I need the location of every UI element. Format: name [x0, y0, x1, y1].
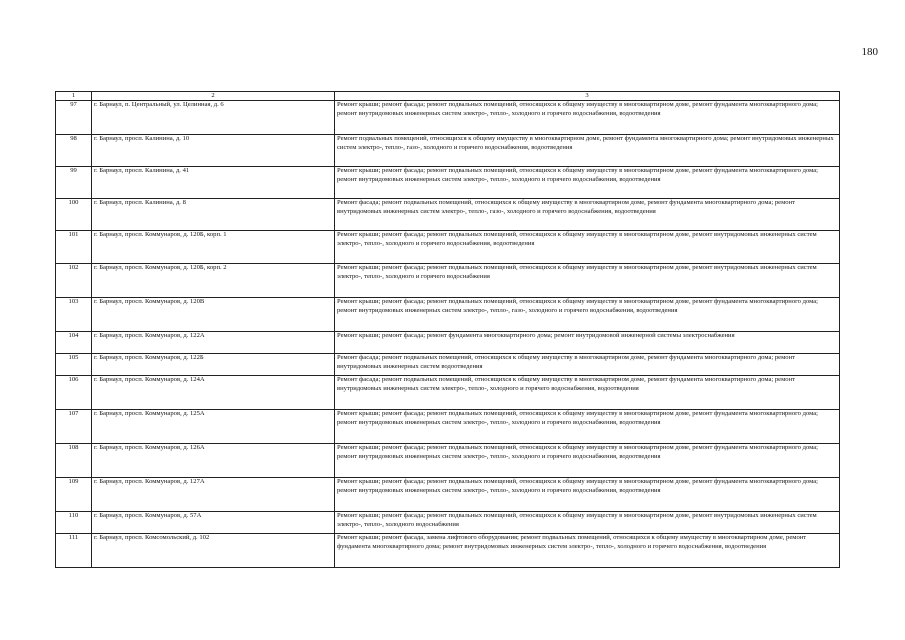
row-works: Ремонт крыши; ремонт фасада; ремонт подвальных помещений, относящихся к общему имуществу в многоквартирном доме, ремонт внутридомовых инженерных систем электро-, тепло-, холодного водоснабжения: [335, 512, 840, 534]
row-address: г. Барнаул, просп. Коммунаров, д. 127А: [92, 478, 335, 512]
row-address: г. Барнаул, просп. Калинина, д. 10: [92, 135, 335, 167]
row-works: Ремонт крыши; ремонт фасада; ремонт подвальных помещений, относящихся к общему имуществу в многоквартирном доме, ремонт внутридомовых инженерных систем электро-, тепло-, холодного и горячего водоснабжения: [335, 264, 840, 298]
repair-table: [55, 91, 840, 568]
table-row: [56, 264, 840, 298]
row-address: г. Барнаул, просп. Коммунаров, д. 124А: [92, 376, 335, 410]
row-address: г. Барнаул, просп. Коммунаров, д. 120В: [92, 298, 335, 332]
row-works: Ремонт крыши; ремонт фасада; ремонт подвальных помещений, относящихся к общему имуществу в многоквартирном доме, ремонт внутридомовых инженерных систем электро-, тепло-, холодного и горячего водоснабжения, водоотведения: [335, 231, 840, 264]
row-number: 101: [56, 231, 92, 264]
page-number: 180: [861, 46, 878, 58]
row-works: Ремонт крыши; ремонт фасада; ремонт подвальных помещений, относящихся к общему имуществу в многоквартирном доме, ремонт фундамента многоквартирного дома; ремонт внутридомовых инженерных систем электро-, тепло-, холодного и горячего водоснабжения, водоотведения: [335, 101, 840, 135]
table-row: [56, 478, 840, 512]
row-works: Ремонт фасада; ремонт подвальных помещений, относящихся к общему имуществу в многоквартирном доме, ремонт фундамента многоквартирного дома; ремонт внутридомовых инженерных систем водоотведения: [335, 354, 840, 376]
row-number: 106: [56, 376, 92, 410]
table-row: [56, 298, 840, 332]
table-row: [56, 167, 840, 199]
row-address: г. Барнаул, просп. Калинина, д. 41: [92, 167, 335, 199]
table-row: [56, 444, 840, 478]
row-number: 97: [56, 101, 92, 135]
row-address: г. Барнаул, просп. Калинина, д. 8: [92, 199, 335, 231]
row-number: 111: [56, 534, 92, 568]
row-number: 98: [56, 135, 92, 167]
row-works: Ремонт фасада; ремонт подвальных помещений, относящихся к общему имуществу в многоквартирном доме, ремонт фундамента многоквартирного дома; ремонт внутридомовых инженерных систем электро-, тепло-, холодного и горячего водоснабжения, водоотведения: [335, 376, 840, 410]
table-row: [56, 376, 840, 410]
col-header-3: 3: [335, 92, 840, 101]
row-address: г. Барнаул, просп. Коммунаров, д. 125А: [92, 410, 335, 444]
row-address: г. Барнаул, просп. Коммунаров, д. 122Б: [92, 354, 335, 376]
row-number: 110: [56, 512, 92, 534]
row-works: Ремонт крыши; ремонт фасада; ремонт подвальных помещений, относящихся к общему имуществу в многоквартирном доме, ремонт фундамента многоквартирного дома; ремонт внутридомовых инженерных систем электро-, тепло-, холодного и горячего водоснабжения, водоотведения: [335, 478, 840, 512]
table-row: [56, 332, 840, 354]
row-number: 100: [56, 199, 92, 231]
row-number: 107: [56, 410, 92, 444]
col-header-1: 1: [56, 92, 92, 101]
row-works: Ремонт подвальных помещений, относящихся к общему имуществу в многоквартирном доме, ремонт фундамента многоквартирного дома; ремонт внутридомовых инженерных систем электро-, тепло-, газо-, холодного и горячего водоснабжения, водоотведения: [335, 135, 840, 167]
table-row: [56, 354, 840, 376]
row-number: 103: [56, 298, 92, 332]
header-row: [56, 92, 840, 101]
row-number: 99: [56, 167, 92, 199]
row-address: г. Барнаул, просп. Комсомольский, д. 102: [92, 534, 335, 568]
row-number: 104: [56, 332, 92, 354]
table-row: [56, 101, 840, 135]
row-number: 109: [56, 478, 92, 512]
row-works: Ремонт крыши; ремонт фасада; ремонт подвальных помещений, относящихся к общему имуществу в многоквартирном доме, ремонт фундамента многоквартирного дома; ремонт внутридомовых инженерных систем электро-, тепло-, газо-, холодного и горячего водоснабжения, водоотведения: [335, 298, 840, 332]
row-works: Ремонт крыши; ремонт фасада; ремонт подвальных помещений, относящихся к общему имуществу в многоквартирном доме, ремонт фундамента многоквартирного дома; ремонт внутридомовых инженерных систем электро-, тепло-, холодного и горячего водоснабжения, водоотведения: [335, 410, 840, 444]
table-row: [56, 534, 840, 568]
row-works: Ремонт крыши; ремонт фасада, замена лифтового оборудования; ремонт подвальных помещений, относящихся к общему имуществу в многоквартирном доме, ремонт фундамента многоквартирного дома; ремонт внутридомовых инженерных систем электро-, тепло-, холодного и горячего водоснабжения, водоотведения: [335, 534, 840, 568]
row-number: 105: [56, 354, 92, 376]
row-works: Ремонт крыши; ремонт фасада; ремонт подвальных помещений, относящихся к общему имуществу в многоквартирном доме, ремонт фундамента многоквартирного дома; ремонт внутридомовых инженерных систем электро-, тепло-, холодного и горячего водоснабжения, водоотведения: [335, 444, 840, 478]
row-address: г. Барнаул, просп. Коммунаров, д. 120Б, корп. 1: [92, 231, 335, 264]
row-works: Ремонт крыши; ремонт фасада; ремонт подвальных помещений, относящихся к общему имуществу в многоквартирном доме, ремонт фундамента многоквартирного дома; ремонт внутридомовых инженерных систем электро-, тепло-, холодного и горячего водоснабжения, водоотведения: [335, 167, 840, 199]
table-row: [56, 199, 840, 231]
table-row: [56, 135, 840, 167]
table-row: [56, 231, 840, 264]
row-address: г. Барнаул, просп. Коммунаров, д. 126А: [92, 444, 335, 478]
row-works: Ремонт фасада; ремонт подвальных помещений, относящихся к общему имуществу в многоквартирном доме, ремонт фундамента многоквартирного дома; ремонт внутридомовых инженерных систем электро-, тепло-, газо-, холодного и горячего водоснабжения, водоотведения: [335, 199, 840, 231]
row-address: г. Барнаул, п. Центральный, ул. Целинная, д. 6: [92, 101, 335, 135]
table-row: [56, 410, 840, 444]
row-number: 108: [56, 444, 92, 478]
row-works: Ремонт крыши; ремонт фасада; ремонт фундамента многоквартирного дома; ремонт внутридомовой инженерной системы электроснабжения: [335, 332, 840, 354]
row-address: г. Барнаул, просп. Коммунаров, д. 122А: [92, 332, 335, 354]
table-row: [56, 512, 840, 534]
row-address: г. Барнаул, просп. Коммунаров, д. 57А: [92, 512, 335, 534]
row-number: 102: [56, 264, 92, 298]
col-header-2: 2: [92, 92, 335, 101]
row-address: г. Барнаул, просп. Коммунаров, д. 120Б, корп. 2: [92, 264, 335, 298]
